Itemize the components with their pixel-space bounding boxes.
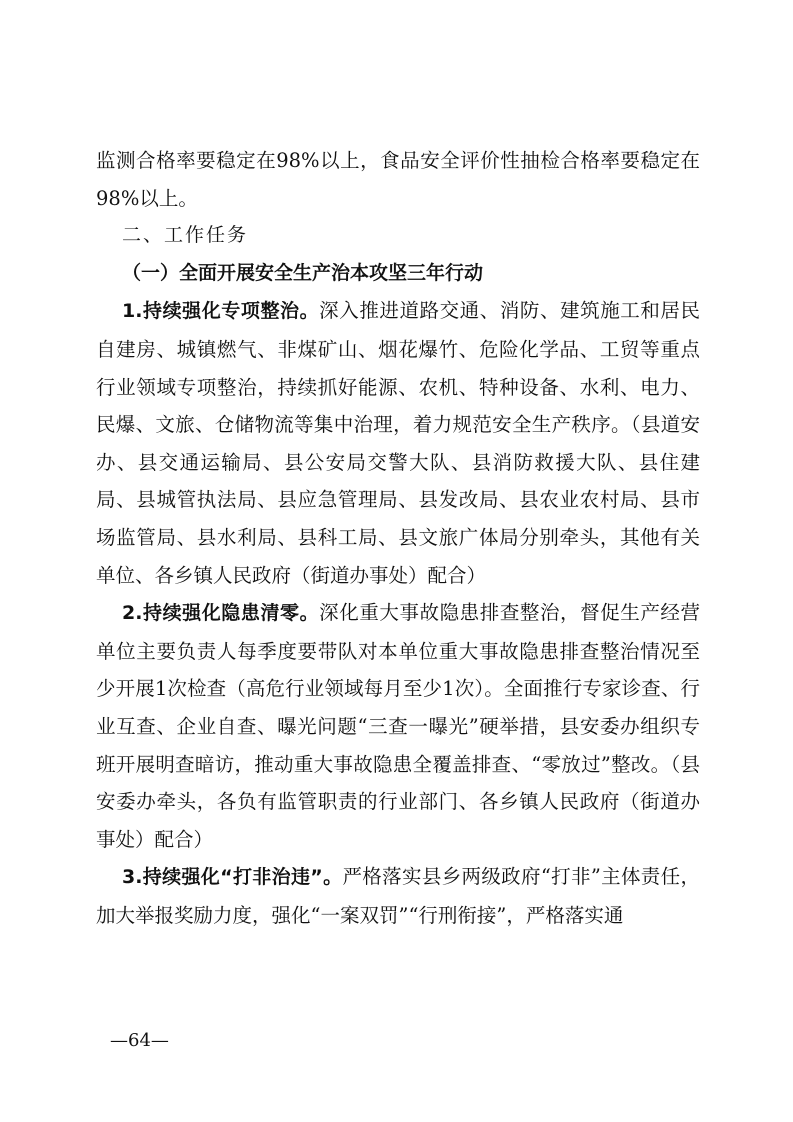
task-item-3: [96, 858, 700, 934]
task-item-1-title: 1.持续强化专项整治。: [122, 300, 320, 323]
document-body: [96, 142, 700, 934]
task-item-1: [96, 292, 700, 594]
task-item-1-body: 深入推进道路交通、消防、建筑施工和居民自建房、城镇燃气、非煤矿山、烟花爆竹、危险化学品、工贸等重点行业领域专项整治，持续抓好能源、农机、特种设备、水利、电力、民爆、文旅、仓储物流等集中治理，着力规范安全生产秩序。（县道安办、县交通运输局、县公安局交警大队、县消防救援大队、县住建局、县城管执法局、县应急管理局、县发改局、县农业农村局、县市场监管局、县水利局、县科工局、县文旅广体局分别牵头，其他有关单位、各乡镇人民政府（街道办事处）配合）: [96, 299, 700, 587]
task-item-2-title: 2.持续强化隐患清零。: [122, 602, 320, 625]
intro-paragraph: 监测合格率要稳定在98%以上，食品安全评价性抽检合格率要稳定在98%以上。: [96, 149, 700, 210]
task-item-3-body: 严格落实县乡两级政府“打非”主体责任，加大举报奖励力度，强化“一案双罚”“行刑衔接”，严格落实通: [96, 865, 700, 927]
section-heading: 二、工作任务: [122, 224, 249, 247]
task-item-3-title: 3.持续强化“打非治违”。: [122, 866, 343, 889]
task-item-2: [96, 594, 700, 858]
page-number: —64—: [110, 1030, 169, 1051]
subsection-heading: （一）全面开展安全生产治本攻坚三年行动: [122, 261, 484, 284]
task-item-2-body: 深化重大事故隐患排查整治，督促生产经营单位主要负责人每季度要带队对本单位重大事故隐患排查整治情况至少开展1次检查（高危行业领域每月至少1次）。全面推行专家诊查、行业互查、企业自查、曝光问题“三查一曝光”硬举措，县安委办组织专班开展明查暗访，推动重大事故隐患全覆盖排查、“零放过”整改。（县安委办牵头，各负有监管职责的行业部门、各乡镇人民政府（街道办事处）配合）: [96, 601, 700, 851]
